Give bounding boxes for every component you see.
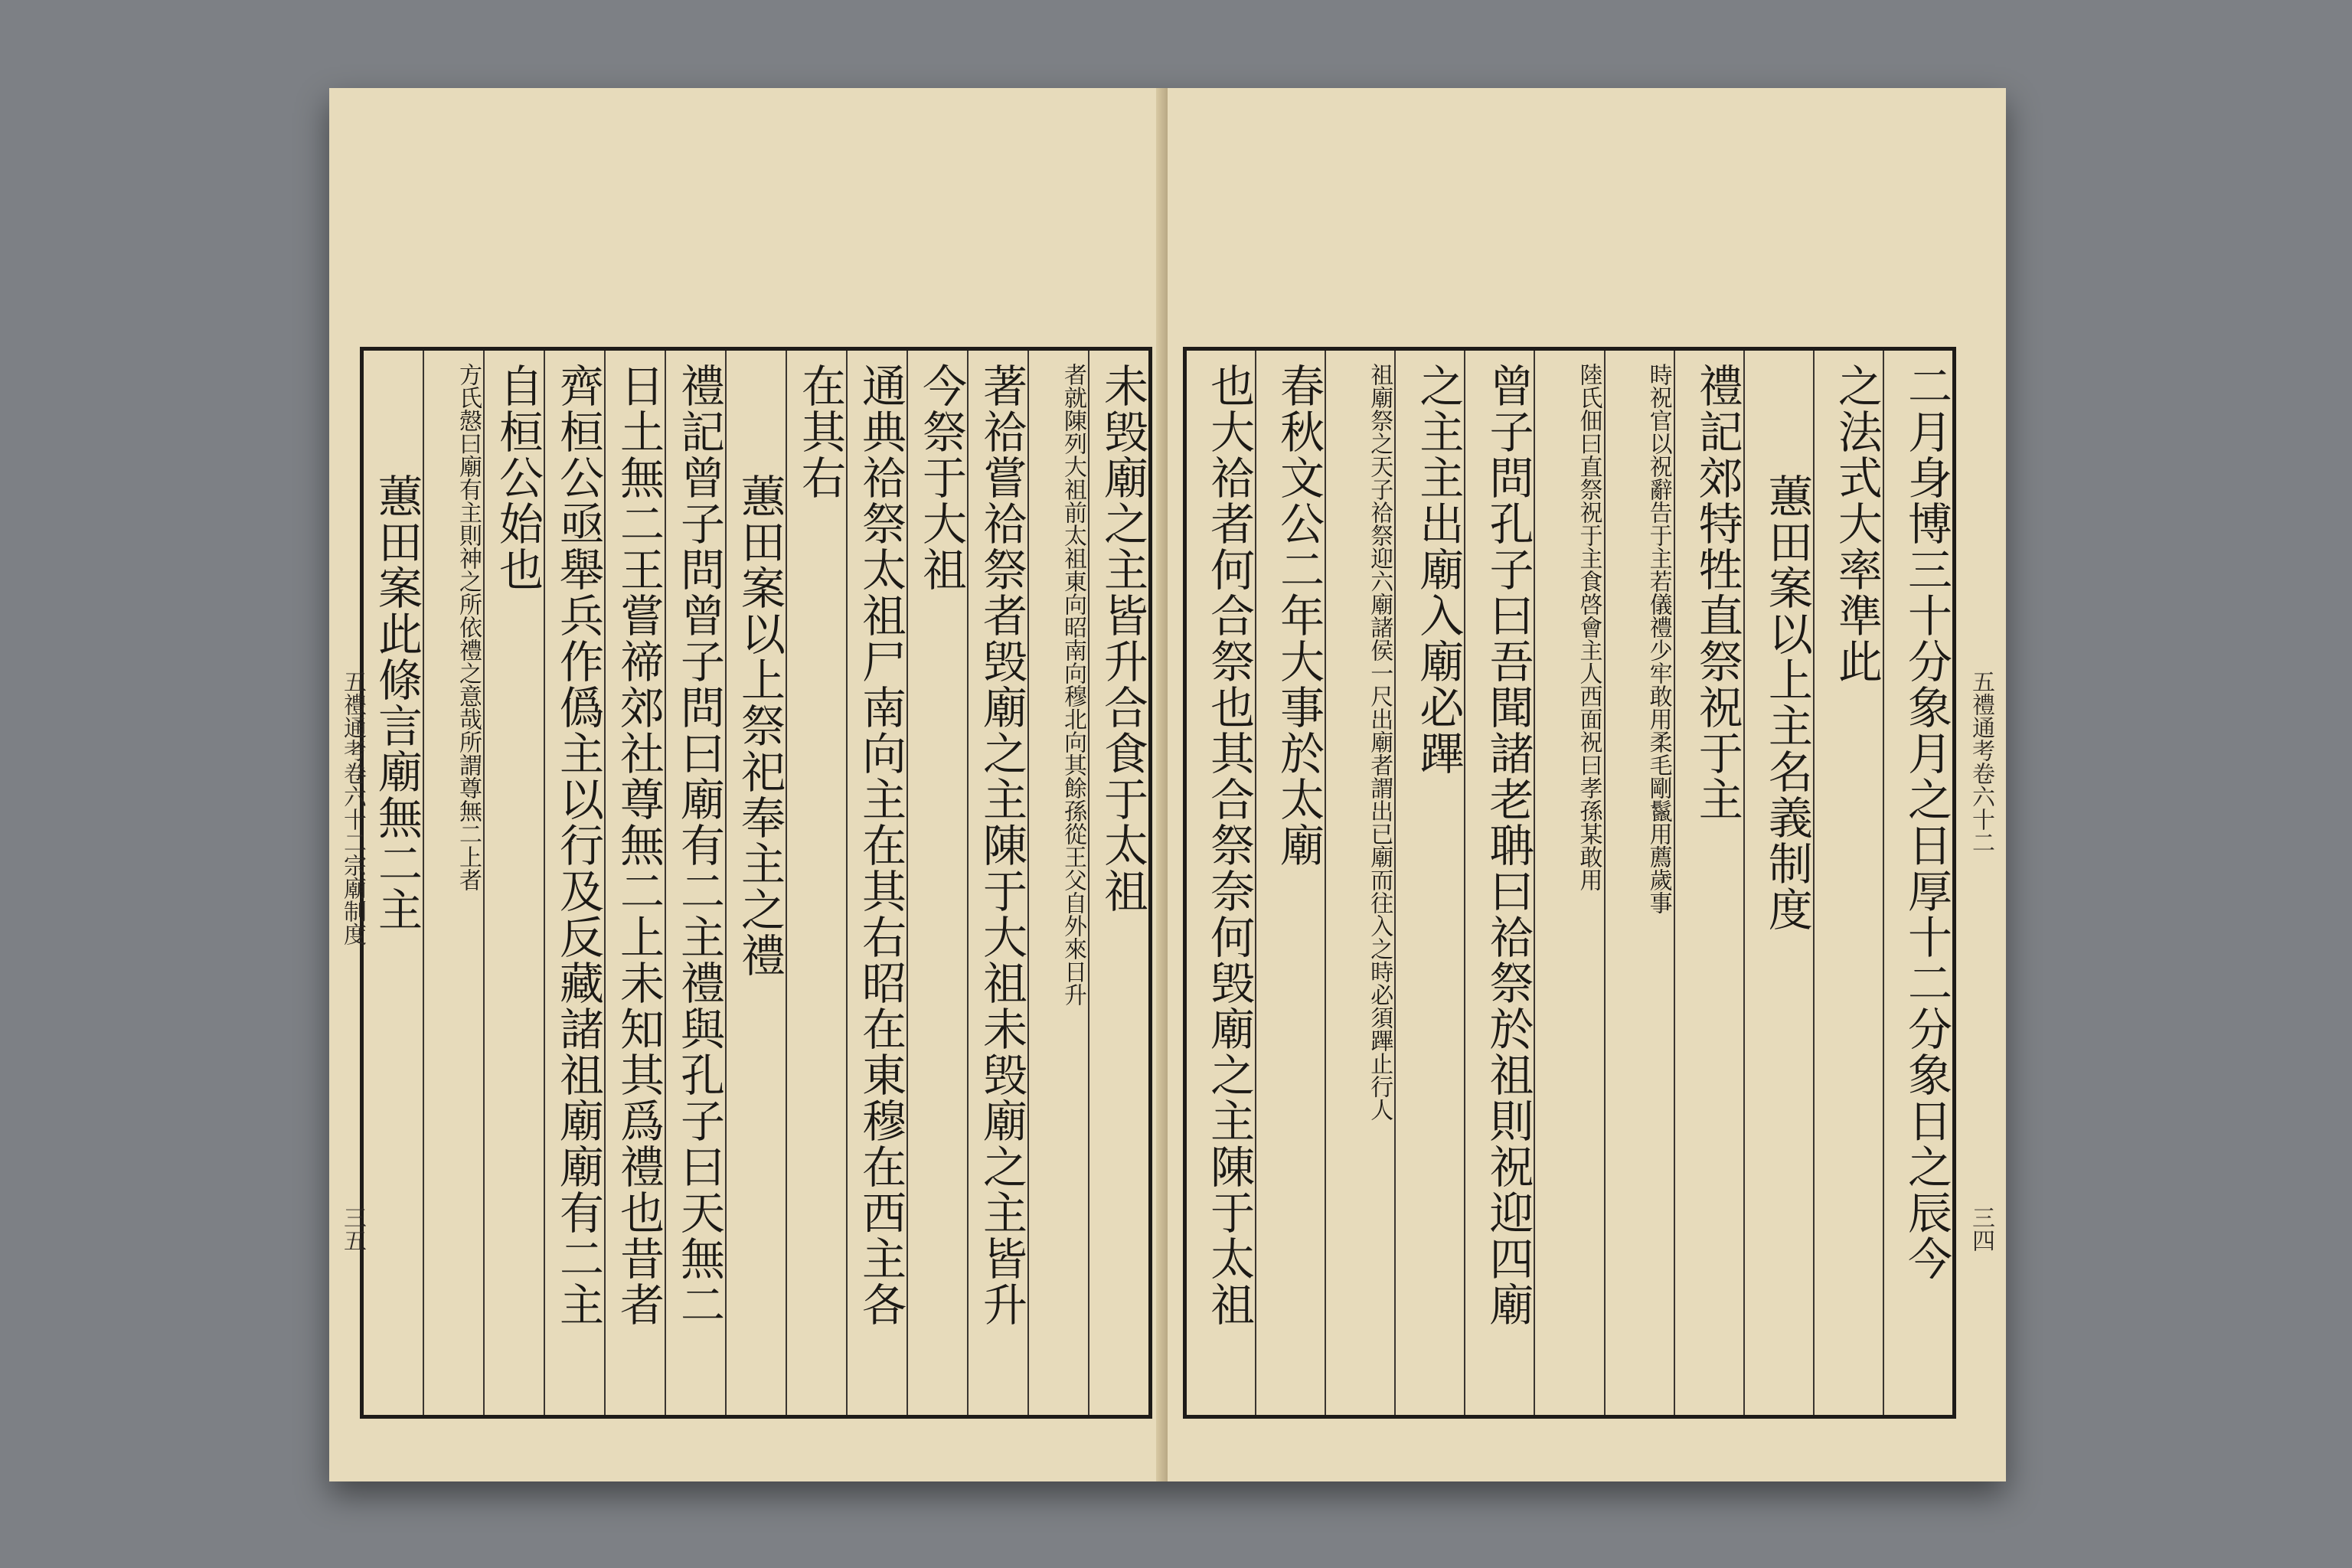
column-text: 曾子問孔子曰吾聞諸老聃曰祫祭於祖則祝迎四廟 [1481, 363, 1534, 1328]
column-text: 未毁廟之主皆升合食于太祖 [1096, 363, 1148, 914]
column-text: 在其右 [794, 363, 846, 501]
text-column [483, 351, 544, 1415]
right-page [1168, 88, 2006, 1481]
column-text: 祖廟祭之天子祫祭迎六廟諸侯一尺出廟者謂出已廟而往入之時必須蹕止行人 [1366, 363, 1393, 1121]
column-text: 蕙田案以上主名義制度 [1760, 473, 1813, 933]
column-text: 者就陳列大祖前太祖東向昭南向穆北向其餘孫從王父自外來日升 [1060, 363, 1086, 1006]
column-text: 蕙田案以上祭祀奉主之禮 [733, 473, 786, 978]
column-text: 春秋文公二年大事於太廟 [1272, 363, 1325, 868]
column-text: 陸氏佃曰直祭祝于主食啓會主人西面祝曰孝孫某敢用 [1575, 363, 1602, 891]
text-column [725, 351, 786, 1415]
right-text-frame [1183, 347, 1956, 1419]
column-text: 二月身博三十分象月之日厚十二分象日之辰今 [1900, 363, 1952, 1282]
column-text: 時祝官以祝辭告于主若儀禮少牢敢用柔毛剛鬣用薦歲事 [1645, 363, 1672, 914]
text-column [1743, 351, 1813, 1415]
text-column [1534, 351, 1603, 1415]
text-column [1674, 351, 1743, 1415]
column-text: 之法式大率準此 [1830, 363, 1883, 684]
column-text: 自桓公始也 [492, 363, 544, 593]
text-column [906, 351, 967, 1415]
column-text: 之主主出廟入廟必蹕 [1412, 363, 1465, 776]
column-text: 也大祫者何合祭也其合祭奈何毁廟之主陳于太祖 [1203, 363, 1256, 1328]
column-text: 齊桓公亟舉兵作僞主以行及反藏諸祖廟廟有二主 [552, 363, 604, 1328]
right-margin-title: 五禮通考卷六十二 [1968, 670, 1994, 854]
text-column [967, 351, 1027, 1415]
text-column [1027, 351, 1088, 1415]
text-column [846, 351, 906, 1415]
text-column [1604, 351, 1674, 1415]
column-text: 通典祫祭太祖尸南向主在其右昭在東穆在西主各 [854, 363, 906, 1328]
text-column [665, 351, 725, 1415]
text-column [786, 351, 846, 1415]
column-text: 日土無二王嘗禘郊社尊無二上未知其爲禮也昔者 [612, 363, 665, 1328]
text-column [1088, 351, 1148, 1415]
left-text-frame [360, 347, 1152, 1419]
text-column [1187, 351, 1255, 1415]
book [329, 88, 2006, 1481]
column-text: 蕙田案此條言廟無二主 [371, 473, 423, 933]
text-column [1255, 351, 1325, 1415]
text-column [1464, 351, 1534, 1415]
text-column [544, 351, 604, 1415]
text-column [364, 351, 423, 1415]
left-margin-title: 五禮通考卷六十二宗廟制度 [339, 670, 366, 946]
text-column [1325, 351, 1394, 1415]
text-column [1394, 351, 1464, 1415]
column-text: 方氏慤曰廟有主則神之所依禮之意哉所謂尊無二上者 [455, 363, 482, 891]
column-text: 禮記郊特牲直祭祝于主 [1690, 363, 1743, 822]
right-folio: 三四 [1968, 1206, 1994, 1252]
left-folio: 三五 [339, 1206, 366, 1252]
text-column [423, 351, 483, 1415]
column-text: 今祭于大祖 [915, 363, 967, 593]
text-column [604, 351, 665, 1415]
left-page [329, 88, 1168, 1481]
column-text: 禮記曾子問曾子問曰廟有二主禮與孔子曰天無二 [673, 363, 725, 1328]
text-column [1883, 351, 1952, 1415]
column-text: 著祫嘗祫祭者毁廟之主陳于大祖未毁廟之主皆升 [975, 363, 1027, 1328]
text-column [1813, 351, 1883, 1415]
